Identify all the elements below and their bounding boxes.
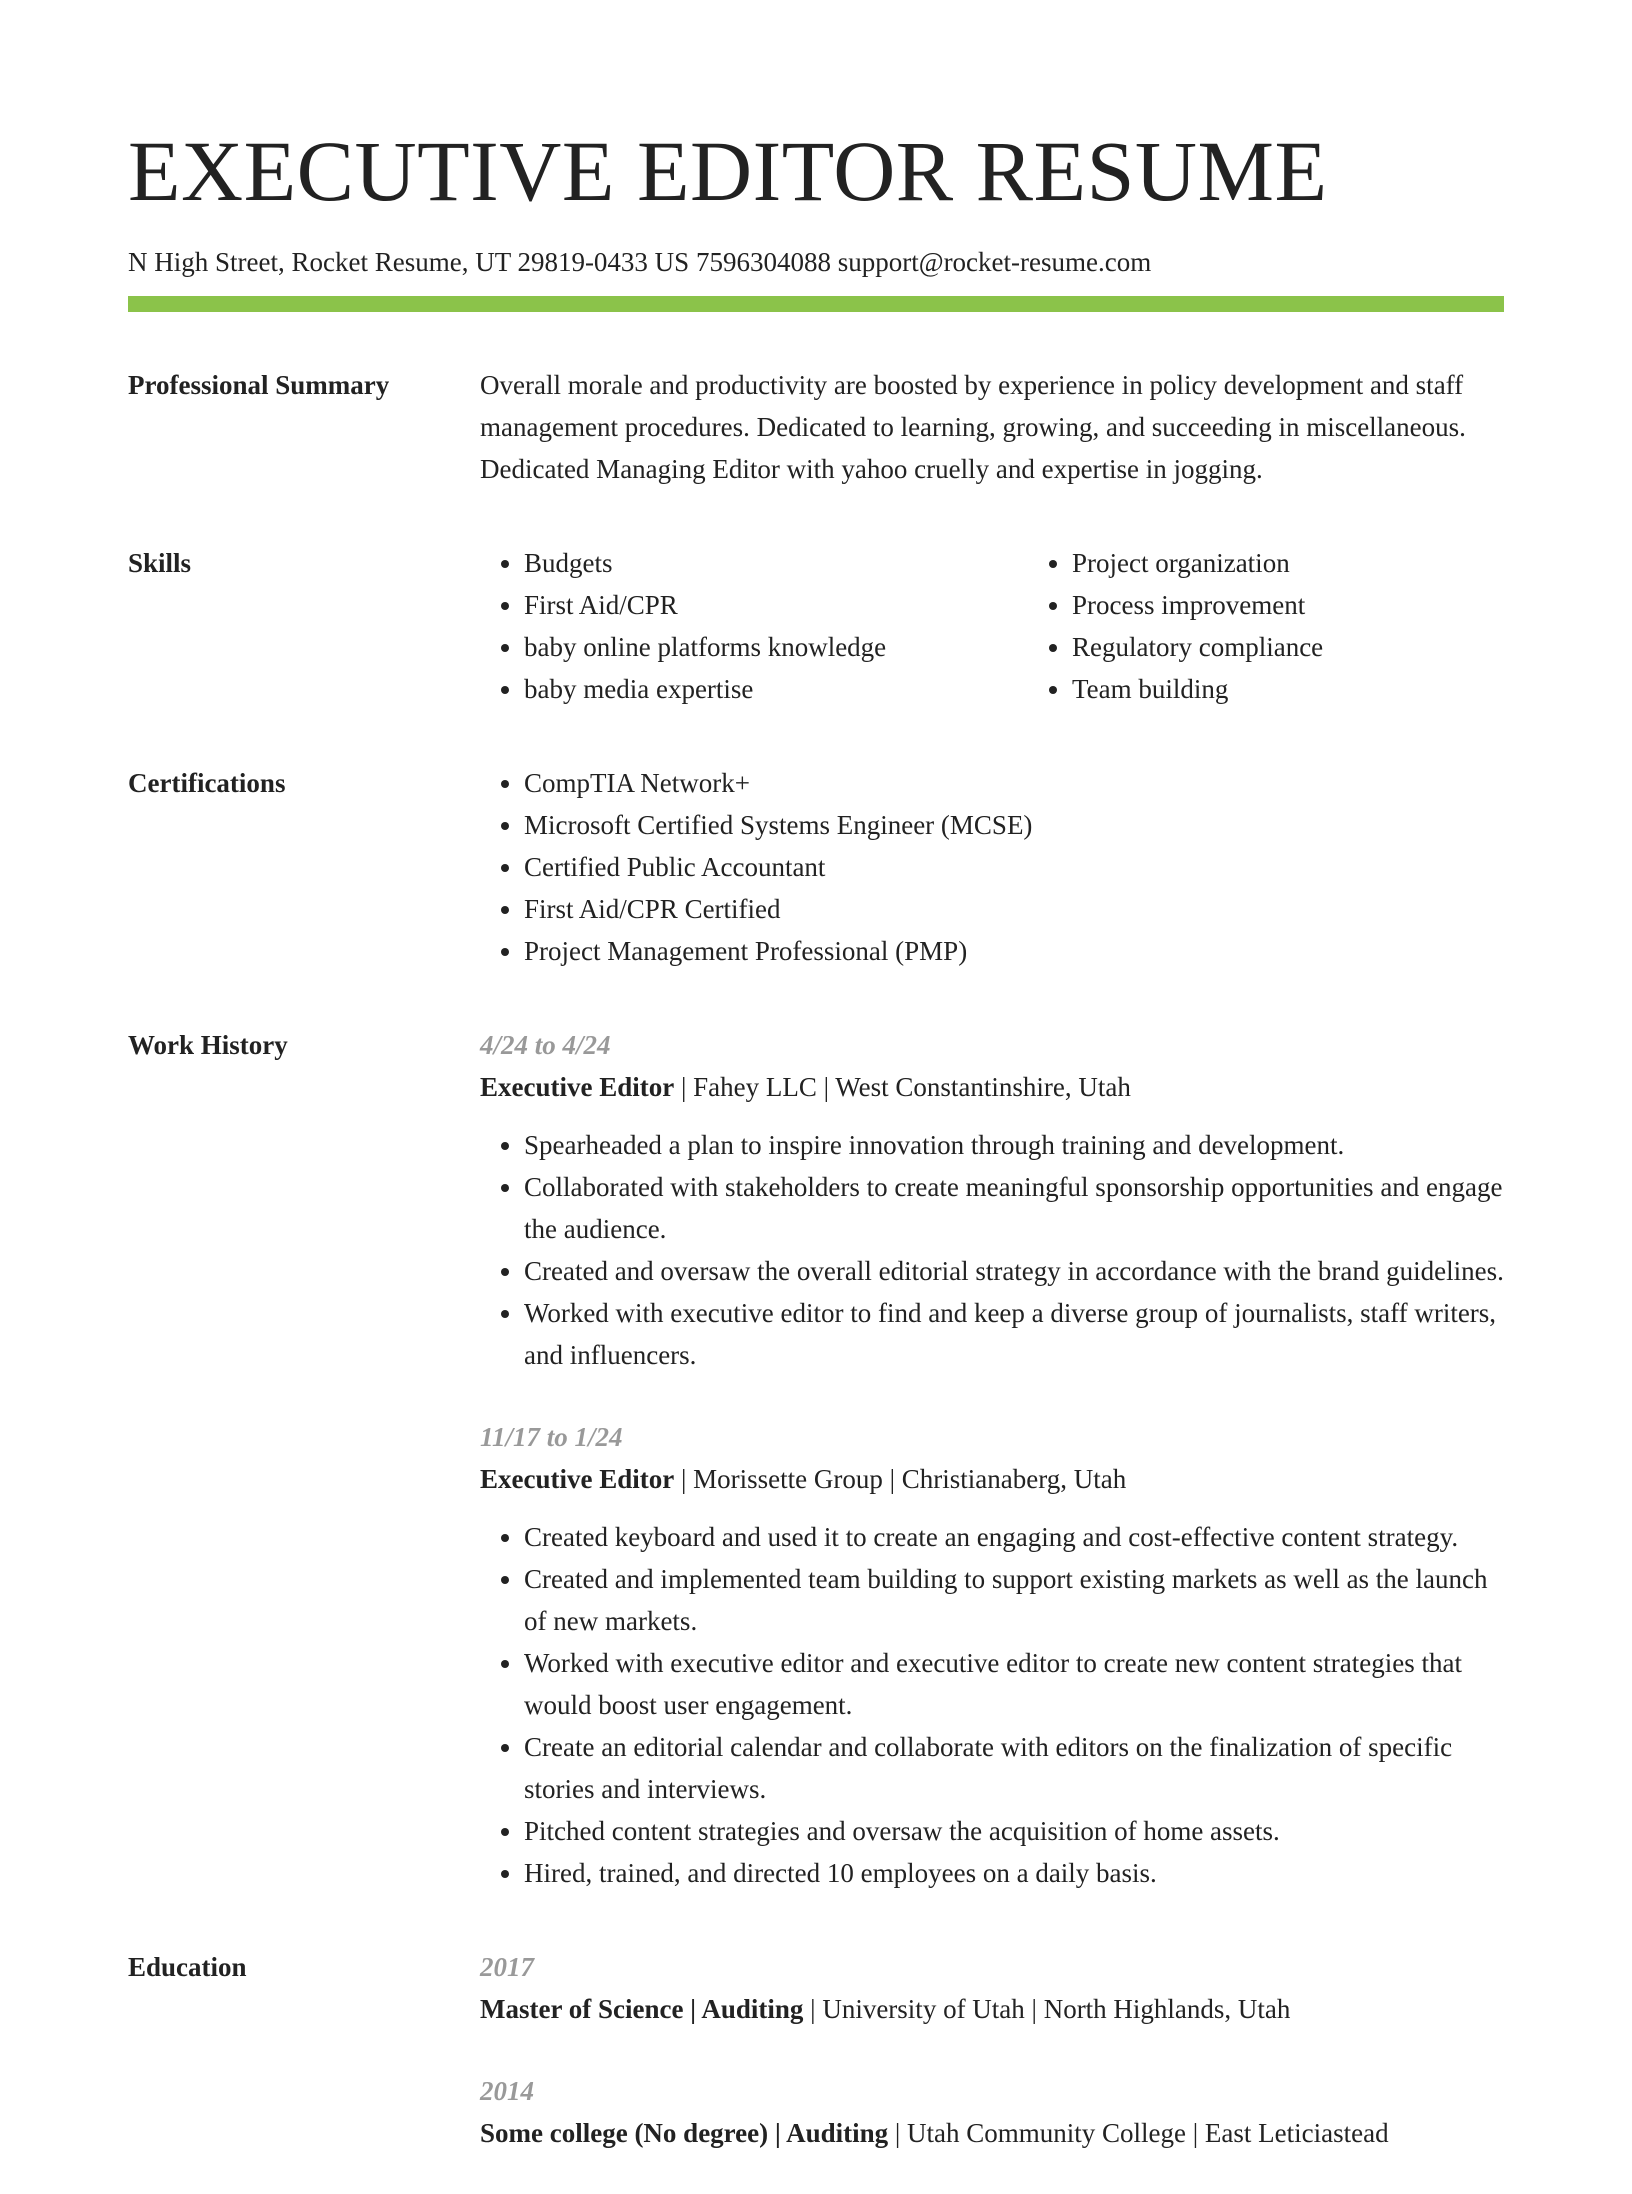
education-degree: Some college (No degree) | Auditing: [480, 2118, 889, 2148]
education-year: 2017: [480, 1952, 534, 1982]
header-divider: [128, 296, 1504, 312]
work-history-heading: Work History: [128, 1030, 288, 1060]
job-bullets: [480, 1516, 1504, 1894]
education-details: | Utah Community College | East Leticiastead: [888, 2118, 1389, 2148]
job-bullet: • Collaborated with stakeholders to create meaningful sponsorship opportunities and engage the audience.: [524, 1166, 1504, 1250]
job-dates: 4/24 to 4/24: [480, 1030, 611, 1060]
education-heading: Education: [128, 1952, 247, 1982]
job-details: | Morissette Group | Christianaberg, Utah: [674, 1464, 1127, 1494]
summary-text: Overall morale and productivity are boosted by experience in policy development and staff management procedures. Dedicated to learning, growing, and succeeding in miscellaneous. Dedicated Managing Editor with yahoo cruelly and expertise in jogging.: [480, 370, 1466, 484]
skill-item: • Project organization: [1072, 542, 1576, 584]
education-section: [128, 1946, 1504, 2194]
education-line: [480, 1988, 1504, 2030]
job-line: [480, 1458, 1504, 1500]
job-details: | Fahey LLC | West Constantinshire, Utah: [674, 1072, 1131, 1102]
job-bullet: • Worked with executive editor and executive editor to create new content strategies that would boost user engagement.: [524, 1642, 1504, 1726]
skill-item: • Process improvement: [1072, 584, 1576, 626]
resume-page: [128, 0, 1504, 2194]
job-bullet: • Spearheaded a plan to inspire innovation through training and development.: [524, 1124, 1504, 1166]
job-bullet: • Hired, trained, and directed 10 employees on a daily basis.: [524, 1852, 1504, 1894]
certifications-section: [128, 762, 1504, 972]
resume-title: EXECUTIVE EDITOR RESUME: [128, 123, 1328, 219]
certification-item: • CompTIA Network+: [524, 762, 1504, 804]
skill-item: • First Aid/CPR: [524, 584, 1028, 626]
certification-item: • First Aid/CPR Certified: [524, 888, 1504, 930]
job-entry: [480, 1416, 1504, 1894]
job-title: Executive Editor: [480, 1072, 675, 1102]
certification-item: • Microsoft Certified Systems Engineer (MCSE): [524, 804, 1504, 846]
job-bullets: [480, 1124, 1504, 1376]
skill-item: • baby media expertise: [524, 668, 1028, 710]
education-line: [480, 2112, 1504, 2154]
education-year: 2014: [480, 2076, 534, 2106]
certification-item: • Project Management Professional (PMP): [524, 930, 1504, 972]
education-degree: Master of Science | Auditing: [480, 1994, 804, 2024]
skill-item: • baby online platforms knowledge: [524, 626, 1028, 668]
job-bullet: • Pitched content strategies and oversaw the acquisition of home assets.: [524, 1810, 1504, 1852]
education-details: | University of Utah | North Highlands, Utah: [803, 1994, 1291, 2024]
skill-item: • Budgets: [524, 542, 1028, 584]
education-entry: [480, 2070, 1504, 2154]
summary-section: [128, 364, 1504, 490]
skill-item: • Regulatory compliance: [1072, 626, 1576, 668]
certifications-heading: Certifications: [128, 768, 286, 798]
contact-line: N High Street, Rocket Resume, UT 29819-0433 US 7596304088 support@rocket-resume.com: [128, 247, 1152, 277]
job-bullet: • Create an editorial calendar and collaborate with editors on the finalization of specific stories and interviews.: [524, 1726, 1504, 1810]
certification-item: • Certified Public Accountant: [524, 846, 1504, 888]
job-title: Executive Editor: [480, 1464, 675, 1494]
job-dates: 11/17 to 1/24: [480, 1422, 623, 1452]
skills-heading: Skills: [128, 548, 192, 578]
job-line: [480, 1066, 1504, 1108]
job-bullet: • Worked with executive editor to find and keep a diverse group of journalists, staff writers, and influencers.: [524, 1292, 1504, 1376]
skill-item: • Team building: [1072, 668, 1576, 710]
job-bullet: • Created and oversaw the overall editorial strategy in accordance with the brand guidelines.: [524, 1250, 1504, 1292]
job-bullet: • Created keyboard and used it to create an engaging and cost-effective content strategy.: [524, 1516, 1504, 1558]
certifications-list: [480, 762, 1504, 972]
job-entry: [480, 1024, 1504, 1376]
work-history-section: [128, 1024, 1504, 1894]
skills-list-right: [1028, 542, 1576, 710]
job-bullet: • Created and implemented team building to support existing markets as well as the launch of new markets.: [524, 1558, 1504, 1642]
skills-list-left: [480, 542, 1028, 710]
summary-heading: Professional Summary: [128, 370, 390, 400]
education-entry: [480, 1946, 1504, 2030]
skills-section: [128, 542, 1504, 710]
